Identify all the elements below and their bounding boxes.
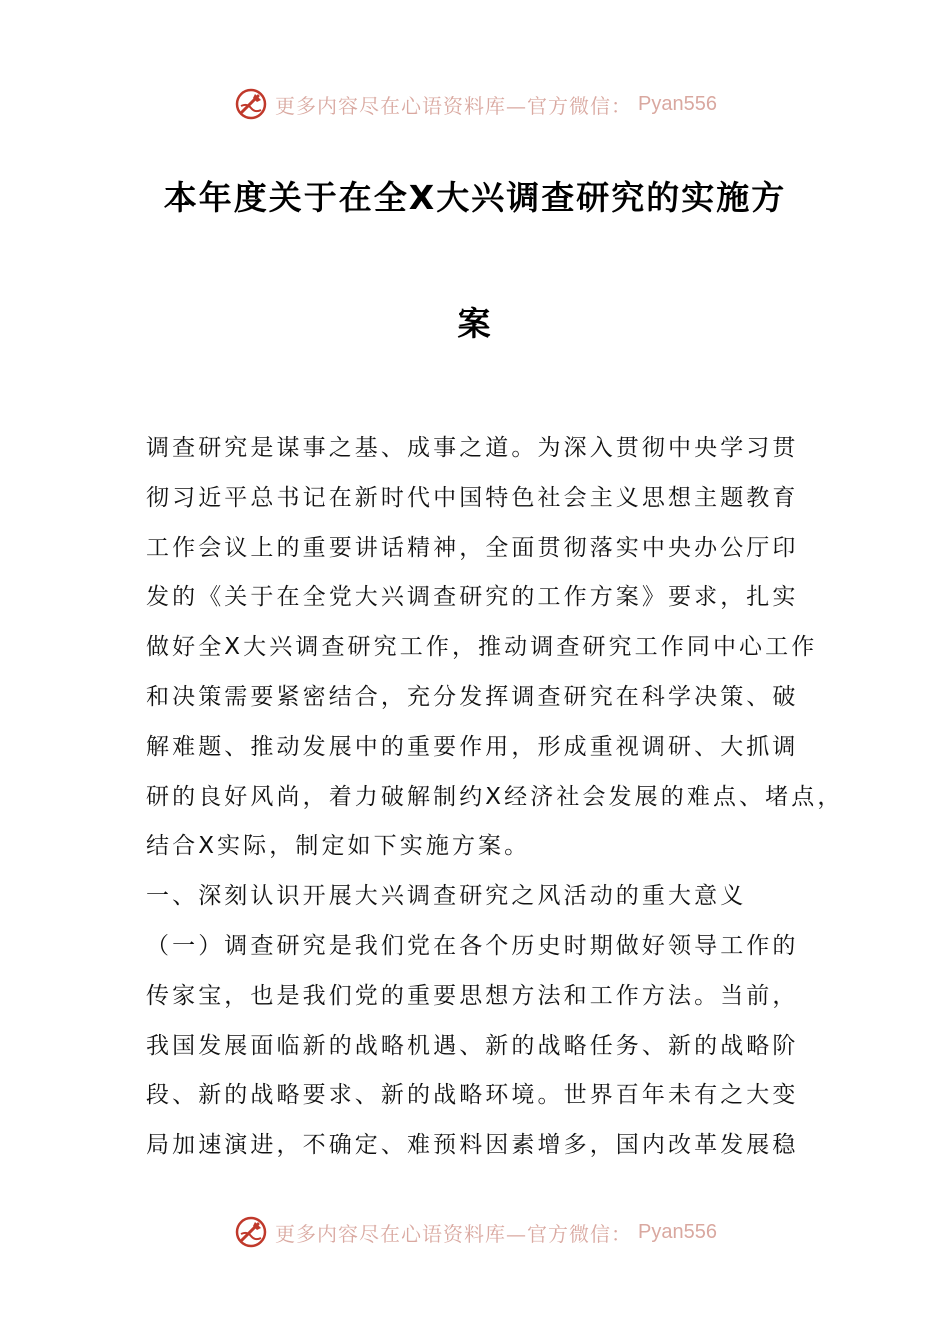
watermark-wechat-id: Pyan556: [638, 92, 717, 115]
body-line: 我国发展面临新的战略机遇、新的战略任务、新的战略阶: [146, 1032, 799, 1059]
watermark-text: 更多内容尽在心语资料库—官方微信：: [275, 93, 633, 118]
body-line: 局加速演进，不确定、难预料因素增多，国内改革发展稳: [146, 1132, 799, 1159]
body-line: 彻习近平总书记在新时代中国特色社会主义思想主题教育: [146, 484, 799, 511]
brand-logo-icon: [233, 86, 269, 122]
body-line: 工作会议上的重要讲话精神，全面贯彻落实中央办公厅印: [146, 534, 799, 561]
body-line: 段、新的战略要求、新的战略环境。世界百年未有之大变: [146, 1082, 799, 1109]
body-line: （一）调查研究是我们党在各个历史时期做好领导工作的: [146, 932, 799, 959]
body-line: 传家宝，也是我们党的重要思想方法和工作方法。当前，: [146, 982, 799, 1009]
body-line: 发的《关于在全党大兴调查研究的工作方案》要求，扎实: [146, 584, 799, 611]
watermark-text: 更多内容尽在心语资料库—官方微信：: [275, 1221, 633, 1246]
watermark-header: [0, 84, 950, 124]
brand-logo-icon: [233, 1214, 269, 1250]
body-line: 和决策需要紧密结合，充分发挥调查研究在科学决策、破: [146, 683, 799, 710]
watermark-wechat-id: Pyan556: [638, 1220, 717, 1243]
watermark-footer: [0, 1212, 950, 1252]
body-line: 解难题、推动发展中的重要作用，形成重视调研、大抓调: [146, 733, 799, 760]
body-line: 结合X实际，制定如下实施方案。: [146, 833, 531, 860]
body-line: 调查研究是谋事之基、成事之道。为深入贯彻中央学习贯: [146, 435, 799, 461]
section-heading: 一、深刻认识开展大兴调查研究之风活动的重大意义: [146, 883, 747, 910]
document-title-line-1: 本年度关于在全X大兴调查研究的实施方: [163, 178, 787, 217]
document-title-line-2: 案: [457, 304, 493, 343]
body-line: 做好全X大兴调查研究工作，推动调查研究工作同中心工作: [146, 634, 818, 661]
document-body: [146, 424, 844, 1171]
body-line: 研的良好风尚，着力破解制约X经济社会发展的难点、堵点，: [146, 783, 844, 810]
